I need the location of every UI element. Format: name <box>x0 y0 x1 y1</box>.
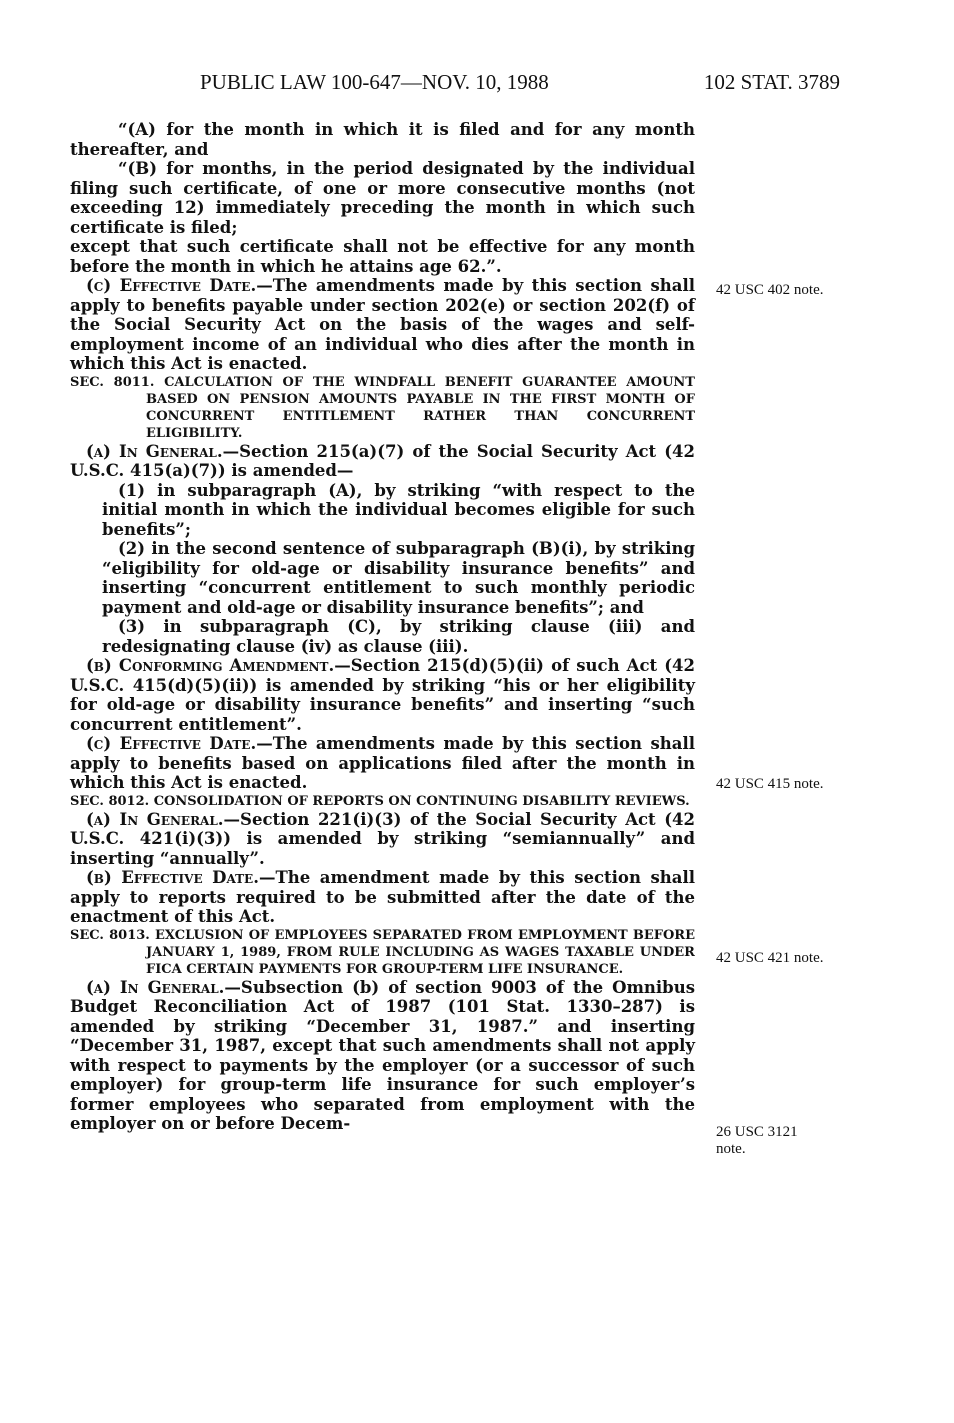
section-heading: SEC. 8013. EXCLUSION OF EMPLOYEES SEPARATED FROM EMPLOYMENT BEFORE JANUARY 1, 1989, FROM RULE INCLUDING AS WAGES TAXABLE UNDER FICA CERTAIN PAYMENTS FOR GROUP-TERM LIFE INSURANCE. <box>70 927 695 977</box>
section-heading: SEC. 8011. CALCULATION OF THE WINDFALL BENEFIT GUARANTEE AMOUNT BASED ON PENSION AMOUNTS PAYABLE IN THE FIRST MONTH OF CONCURRENT ENTITLEMENT RATHER THAN CONCURRENT ELIGIBILITY. <box>70 374 695 441</box>
list-item: (3) in subparagraph (C), by striking clause (iii) and redesignating clause (iv) as clause (iii). <box>102 617 695 656</box>
paragraph <box>70 868 695 927</box>
paragraph-heading: (a) In General. <box>86 977 225 997</box>
paragraph-text: —The amendments made by this section shall apply to benefits payable under section 202(e) or section 202(f) of the Social Security Act on the basis of the wages and self-employment income of an individual who dies after the month in which this Act is enacted. <box>70 276 695 373</box>
header-page-number: 102 STAT. 3789 <box>703 70 840 94</box>
paragraph <box>70 276 695 374</box>
paragraph <box>70 978 695 1134</box>
margin-note: 42 USC 402 note. <box>716 282 824 298</box>
paragraph-text: —Section 215(d)(5)(ii) of such Act (42 U.S.C. 415(d)(5)(ii)) is amended by striking “his or her eligibility for old-age or disability insurance benefits” and inserting “such concurrent entitlement”. <box>70 656 695 734</box>
paragraph: “(B) for months, in the period designated by the individual filing such certificate, of one or more consecutive months (not exceeding 12) immediately preceding the month in which such certificate is filed; <box>70 159 695 237</box>
paragraph-heading: (b) Conforming Amendment. <box>86 656 335 675</box>
paragraph-text: —The amendments made by this section shall apply to benefits based on applications filed after the month in which this Act is enacted. <box>70 734 695 792</box>
paragraph-heading: (a) In General. <box>86 809 224 829</box>
list-item: (1) in subparagraph (A), by striking “with respect to the initial month in which the individual becomes eligible for such benefits”; <box>102 480 695 539</box>
paragraph-heading: (c) Effective Date. <box>86 734 257 753</box>
section-heading: SEC. 8012. CONSOLIDATION OF REPORTS ON CONTINUING DISABILITY REVIEWS. <box>70 793 690 809</box>
header-title: PUBLIC LAW 100-647—NOV. 10, 1988 <box>200 70 549 94</box>
page-header <box>140 70 840 100</box>
margin-note: 26 USC 3121 note. <box>716 1124 798 1157</box>
paragraph <box>70 656 695 734</box>
paragraph-text: —Section 221(i)(3) of the Social Security Act (42 U.S.C. 421(i)(3)) is amended by striking “semiannually” and inserting “annually”. <box>70 809 695 868</box>
paragraph <box>70 810 695 869</box>
paragraph-heading: (a) In General. <box>86 441 223 461</box>
paragraph-heading: (c) Effective Date. <box>86 276 257 295</box>
paragraph-heading: (b) Effective Date. <box>86 868 259 887</box>
list-item: (2) in the second sentence of subparagraph (B)(i), by striking “eligibility for old-age or disability insurance benefits” and inserting “concurrent entitlement to such monthly periodic payment and old-age or disability insurance benefits”; and <box>102 539 695 617</box>
paragraph: “(A) for the month in which it is filed and for any month thereafter, and <box>70 120 695 159</box>
paragraph-text: —Section 215(a)(7) of the Social Security Act (42 U.S.C. 415(a)(7)) is amended— <box>70 441 695 480</box>
paragraph-text: —The amendment made by this section shall apply to reports required to be submitted after the date of the enactment of this Act. <box>70 868 695 926</box>
body-text <box>70 120 695 1134</box>
paragraph: except that such certificate shall not be effective for any month before the month in which he attains age 62.”. <box>70 237 695 276</box>
margin-note: 42 USC 421 note. <box>716 950 824 966</box>
margin-note: 42 USC 415 note. <box>716 776 824 792</box>
paragraph <box>70 734 695 793</box>
paragraph-text: —Subsection (b) of section 9003 of the Omnibus Budget Reconciliation Act of 1987 (101 Stat. 1330–287) is amended by striking “December 31, 1987.” and inserting “December 31, 1987, except that such amendments shall not apply with respect to payments by the employer (or a successor of such employer) for group-term life insurance for such employer’s former employees who separated from employment with the employer on or before Decem- <box>70 977 695 1133</box>
paragraph <box>70 442 695 481</box>
